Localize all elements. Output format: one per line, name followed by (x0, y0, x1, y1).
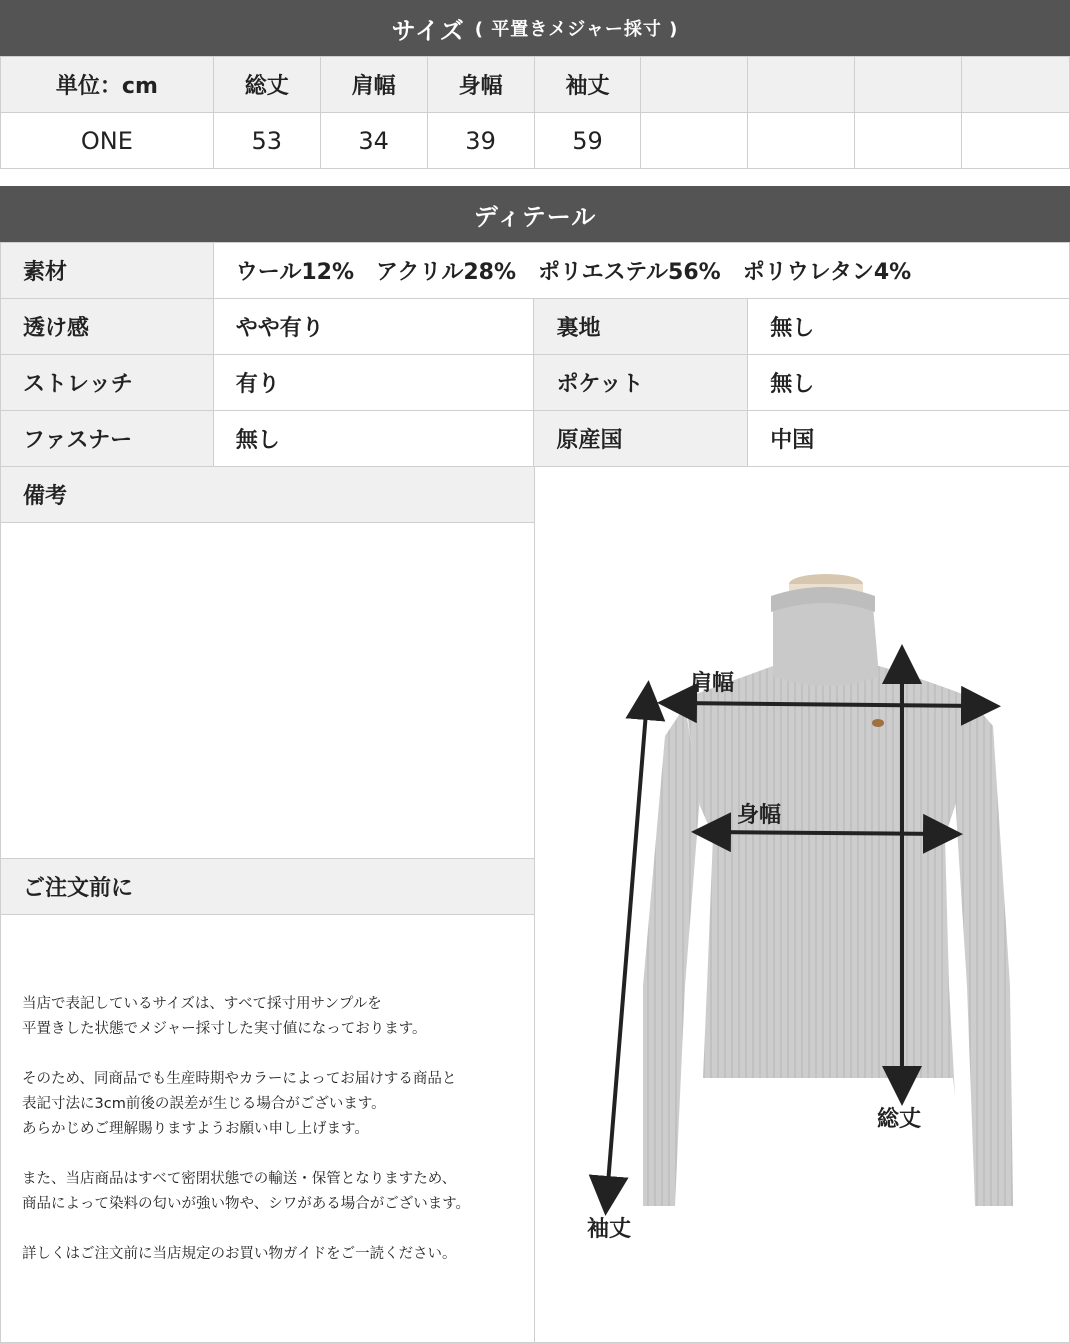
size-header-cell: 袖丈 (534, 57, 641, 113)
logo-badge (872, 719, 884, 727)
notice-paragraph (22, 1067, 527, 1142)
detail-value: 有り (213, 355, 534, 411)
material-label: 素材 (1, 243, 214, 299)
detail-label: ストレッチ (1, 355, 214, 411)
detail-value: 無し (213, 411, 534, 467)
size-value-cell: 59 (534, 113, 641, 169)
chest-label: 身幅 (737, 803, 782, 828)
notice-paragraph (22, 1167, 527, 1217)
remarks-header (0, 466, 535, 523)
size-header-cell (641, 57, 748, 113)
sweater-illustration (535, 466, 1069, 1342)
detail-label: ポケット (534, 355, 748, 411)
right-sleeve (955, 696, 1013, 1206)
notice-paragraph (22, 992, 527, 1042)
size-title: サイズ (391, 16, 465, 45)
notice-line: また、当店商品はすべて密閉状態での輸送・保管となりますため、 (22, 1171, 457, 1187)
sleeve-label: 袖丈 (587, 1217, 632, 1242)
size-value-cell (641, 113, 748, 169)
notice-header (0, 858, 535, 915)
size-header-cell: 単位：cm (1, 57, 214, 113)
notice-line: 表記寸法に3cm前後の誤差が生じる場合がございます。 (22, 1096, 386, 1112)
size-header-cell (962, 57, 1070, 113)
detail-value: 無し (748, 355, 1070, 411)
size-value-cell (962, 113, 1070, 169)
notice-line: 商品によって染料の匂いが強い物や、シワがある場合がございます。 (22, 1196, 471, 1212)
size-subtitle: ( 平置きメジャー採寸 ) (474, 19, 679, 40)
detail-row (1, 355, 1070, 411)
detail-table (0, 242, 1070, 467)
detail-label: 透け感 (1, 299, 214, 355)
size-value-cell (748, 113, 855, 169)
left-sleeve (643, 706, 700, 1206)
detail-label: 裏地 (534, 299, 748, 355)
size-table (0, 56, 1070, 169)
size-value-cell: 39 (427, 113, 534, 169)
notice-line: 詳しくはご注文前に当店規定のお買い物ガイドをご一読ください。 (22, 1246, 457, 1262)
detail-value: 無し (748, 299, 1070, 355)
detail-value: やや有り (213, 299, 534, 355)
size-value-row (1, 113, 1070, 169)
size-header-cell (748, 57, 855, 113)
chest-arrow (711, 832, 943, 834)
detail-header-bar (0, 186, 1070, 242)
turtleneck (773, 596, 879, 686)
notice-label: ご注文前に (23, 876, 134, 901)
sleeve-arrow (607, 700, 647, 1196)
notice-line: 当店で表記しているサイズは、すべて採寸用サンプルを (22, 996, 382, 1012)
detail-value: 中国 (748, 411, 1070, 467)
detail-row (1, 411, 1070, 467)
remarks-label: 備考 (23, 484, 68, 509)
detail-title: ディテール (473, 202, 597, 231)
size-header-bar (0, 0, 1070, 56)
material-row (1, 243, 1070, 299)
notice-text (22, 992, 527, 1292)
notice-line: そのため、同商品でも生産時期やカラーによってお届けする商品と (22, 1071, 457, 1087)
detail-label: ファスナー (1, 411, 214, 467)
detail-label: 原産国 (534, 411, 748, 467)
size-header-row (1, 57, 1070, 113)
size-header-cell: 身幅 (427, 57, 534, 113)
notice-line: 平置きした状態でメジャー採寸した実寸値になっております。 (22, 1021, 427, 1037)
shoulder-label: 肩幅 (690, 671, 735, 696)
measurement-diagram (534, 466, 1070, 1343)
size-header-cell: 肩幅 (320, 57, 427, 113)
size-header-cell (855, 57, 962, 113)
notice-line: あらかじめご理解賜りますようお願い申し上げます。 (22, 1121, 369, 1137)
sweater-body (685, 666, 973, 1096)
material-value: ウール12% アクリル28% ポリエステル56% ポリウレタン4% (213, 243, 1069, 299)
size-value-cell: 34 (320, 113, 427, 169)
detail-row (1, 299, 1070, 355)
length-label: 総丈 (877, 1107, 922, 1132)
size-header-cell: 総丈 (213, 57, 320, 113)
notice-paragraph (22, 1242, 527, 1267)
size-value-cell (855, 113, 962, 169)
size-value-cell: 53 (213, 113, 320, 169)
size-value-cell: ONE (1, 113, 214, 169)
